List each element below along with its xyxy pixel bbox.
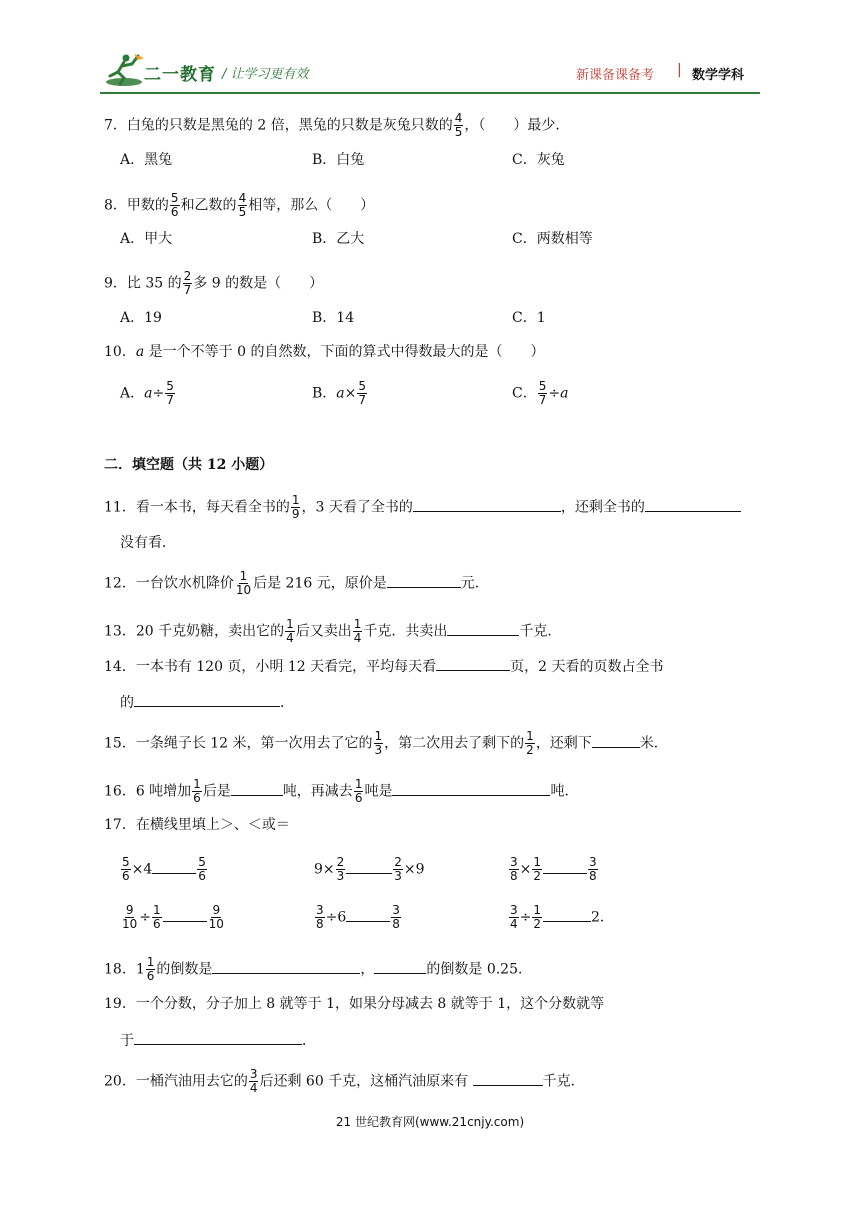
fraction: $\frac{5}{7}$ <box>166 379 174 407</box>
q7-option-a[interactable]: A．黑兔 <box>120 152 173 168</box>
question-19: 19．一个分数，分子加上 8 就等于 1，如果分母减去 8 就等于 1，这个分数就等 <box>104 996 605 1012</box>
question-20: 20．一桶汽油用去它的 $\frac{3}{4}$ 后还剩 60 千克，这桶汽油原来有 千克． <box>104 1067 585 1095</box>
answer-blank[interactable] <box>212 959 360 974</box>
q10-option-b[interactable]: B．a× $\frac{5}{7}$ <box>312 379 367 407</box>
answer-blank[interactable] <box>392 781 550 796</box>
question-13: 13．20 千克奶糖，卖出它的 $\frac{1}{4}$ 后又卖出 $\frac{1}{4}$ 千克．共卖出 千克． <box>104 617 562 645</box>
fraction: $\frac{4}{5}$ <box>238 191 247 219</box>
question-14: 14．一本书有 120 页，小明 12 天看完，平均每天看 页，2 天看的页数占全书 <box>104 656 664 677</box>
fraction: $\frac{1}{4}$ <box>353 617 362 645</box>
answer-blank[interactable] <box>163 907 207 922</box>
q9-option-c[interactable]: C．1 <box>512 310 546 326</box>
fraction: $\frac{5}{6}$ <box>170 191 179 219</box>
answer-blank[interactable] <box>473 1071 543 1086</box>
fraction: $\frac{1}{6}$ <box>354 777 363 805</box>
answer-blank[interactable] <box>346 907 390 922</box>
q9-option-b[interactable]: B．14 <box>312 310 355 326</box>
page-footer: 21 世纪教育网(www.21cnjy.com) <box>335 1115 525 1129</box>
fraction: $\frac{1}{9}$ <box>291 493 300 521</box>
question-9: 9．比 35 的 $\frac{2}{7}$ 多 9 的数是（ ） <box>104 269 324 297</box>
answer-blank[interactable] <box>436 656 510 671</box>
header-divider <box>100 92 760 94</box>
q17-item-2: 9× $\frac{2}{3}$ $\frac{2}{3}$ ×9 <box>314 855 425 883</box>
q7-stem: 7．白兔的只数是黑兔的 2 倍，黑兔的只数是灰兔只数的 <box>104 117 453 134</box>
question-18: 18．1 $\frac{1}{6}$ 的倒数是 ， 的倒数是 0.25． <box>104 955 532 983</box>
answer-blank[interactable] <box>543 907 591 922</box>
q7-option-b[interactable]: B．白兔 <box>312 152 365 168</box>
answer-blank[interactable] <box>447 621 519 636</box>
q10-option-c[interactable]: C． $\frac{5}{7}$ ÷a <box>512 379 569 407</box>
header-right-label: 新课备课备考 <box>576 68 655 83</box>
answer-blank[interactable] <box>543 859 587 874</box>
q11-continued: 没有看． <box>120 535 176 551</box>
fraction: $\frac{1}{10}$ <box>235 569 252 597</box>
fraction: $\frac{3}{4}$ <box>249 1067 258 1095</box>
q14-continued: 的 ． <box>120 692 294 713</box>
slogan: / 让学习更有效 <box>222 67 309 82</box>
q7-stem-end: ，（ ）最少． <box>464 117 570 134</box>
answer-blank[interactable] <box>134 692 280 707</box>
answer-blank[interactable] <box>387 573 461 588</box>
answer-blank[interactable] <box>134 1030 302 1045</box>
q9-option-a[interactable]: A．19 <box>120 310 162 326</box>
q17-item-1: $\frac{5}{6}$ ×4 $\frac{5}{6}$ <box>122 855 206 883</box>
section-title: 二．填空题（共 12 小题） <box>104 457 274 473</box>
q8-option-b[interactable]: B．乙大 <box>312 231 365 247</box>
answer-blank[interactable] <box>645 497 741 512</box>
header-separator: | <box>677 62 682 78</box>
fraction: $\frac{1}{6}$ <box>146 955 155 983</box>
fraction: $\frac{1}{2}$ <box>526 729 534 757</box>
question-7 <box>104 112 569 139</box>
fraction: $\frac{4}{5}$ <box>454 111 463 139</box>
q8-option-a[interactable]: A．甲大 <box>120 231 173 247</box>
header-subject: 数学学科 <box>692 68 745 83</box>
q17-item-5: $\frac{3}{8}$ ÷6 $\frac{3}{8}$ <box>316 903 400 931</box>
q7-option-c[interactable]: C．灰兔 <box>512 152 565 168</box>
fraction: $\frac{5}{7}$ <box>358 379 367 407</box>
fraction: $\frac{5}{7}$ <box>538 379 547 407</box>
question-17: 17．在横线里填上＞、＜或＝ <box>104 817 290 833</box>
answer-blank[interactable] <box>152 859 196 874</box>
question-16: 16．6 吨增加 $\frac{1}{6}$ 后是 吨，再减去 $\frac{1}{6}$ 吨是 吨． <box>104 777 579 805</box>
question-12: 12．一台饮水机降价 $\frac{1}{10}$ 后是 216 元，原价是 元． <box>104 569 489 597</box>
answer-blank[interactable] <box>413 497 561 512</box>
fraction: $\frac{1}{4}$ <box>286 617 294 645</box>
fraction: $\frac{2}{7}$ <box>183 269 192 297</box>
q8-option-c[interactable]: C．两数相等 <box>512 231 593 247</box>
question-10: 10．a 是一个不等于 0 的自然数，下面的算式中得数最大的是（ ） <box>104 344 545 360</box>
answer-blank[interactable] <box>592 733 640 748</box>
runner-logo-icon <box>104 52 146 88</box>
fraction: $\frac{1}{6}$ <box>193 777 201 805</box>
question-11: 11．看一本书，每天看全书的 $\frac{1}{9}$ ，3 天看了全书的 ，还剩全书的 <box>104 494 741 521</box>
q17-item-6: $\frac{3}{4}$ ÷ $\frac{1}{2}$ 2． <box>510 903 614 931</box>
logo-text: 二一教育 <box>144 65 216 85</box>
fraction: $\frac{1}{3}$ <box>374 729 383 757</box>
q17-item-4: $\frac{9}{10}$ ÷ $\frac{1}{6}$ $\frac{9}{10}$ <box>122 903 224 931</box>
q17-item-3: $\frac{3}{8}$ × $\frac{1}{2}$ $\frac{3}{8}$ <box>510 855 597 883</box>
answer-blank[interactable] <box>374 959 426 974</box>
q19-continued: 于 ． <box>120 1030 316 1051</box>
answer-blank[interactable] <box>346 859 392 874</box>
question-8: 8．甲数的 $\frac{5}{6}$ 和乙数的 $\frac{4}{5}$ 相等，那么（ ） <box>104 191 375 219</box>
page-header <box>0 0 860 100</box>
question-15: 15．一条绳子长 12 米，第一次用去了它的 $\frac{1}{3}$ ，第二次用去了剩下的 $\frac{1}{2}$ ，还剩下 米． <box>104 729 668 757</box>
answer-blank[interactable] <box>231 781 283 796</box>
q10-option-a[interactable]: A．a÷ $\frac{5}{7}$ <box>120 379 174 407</box>
